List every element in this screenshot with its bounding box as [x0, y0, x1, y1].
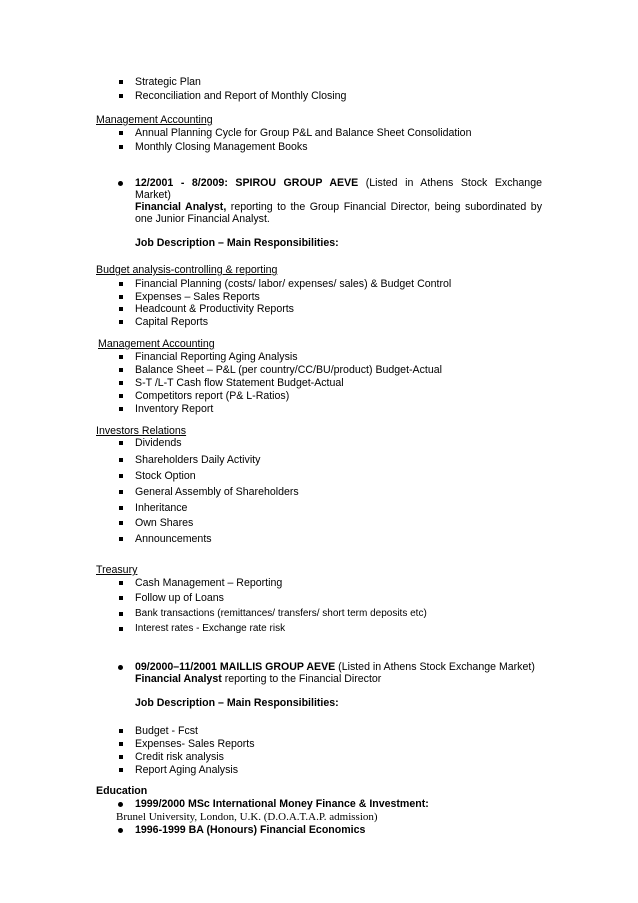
degree: 1996-1999 BA (Honours) Financial Economics — [135, 824, 366, 836]
list-item: Budget - Fcst — [135, 725, 198, 737]
square-bullet-icon — [119, 537, 123, 541]
square-bullet-icon — [119, 612, 123, 616]
section-heading-investors: Investors Relations — [96, 425, 187, 437]
list-item: Monthly Closing Management Books — [135, 141, 308, 153]
section-heading-budget: Budget analysis-controlling & reporting — [96, 264, 278, 276]
round-bullet-icon — [118, 828, 123, 833]
job-entry-line — [135, 661, 535, 673]
square-bullet-icon — [119, 80, 123, 84]
job-title: Financial Analyst — [135, 673, 222, 685]
list-item: Strategic Plan — [135, 76, 201, 88]
job-role-line — [135, 673, 381, 685]
section-heading-management-accounting-2: Management Accounting — [98, 338, 215, 350]
list-item: Financial Planning (costs/ labor/ expenses/ sales) & Budget Control — [135, 278, 452, 290]
square-bullet-icon — [119, 768, 123, 772]
job-period-employer: 12/2001 - 8/2009: SPIROU GROUP AEVE — [135, 177, 359, 189]
job-description-cont: one Junior Financial Analyst. — [135, 213, 270, 225]
list-item: Stock Option — [135, 470, 196, 482]
job-listing: (Listed in Athens Stock Exchange — [365, 177, 542, 189]
job-listing-cont: Market) — [135, 189, 171, 201]
square-bullet-icon — [119, 94, 123, 98]
section-heading-management-accounting: Management Accounting — [96, 114, 213, 126]
list-item: Shareholders Daily Activity — [135, 454, 261, 466]
square-bullet-icon — [119, 307, 123, 311]
square-bullet-icon — [119, 131, 123, 135]
list-item: Financial Reporting Aging Analysis — [135, 351, 298, 363]
square-bullet-icon — [119, 521, 123, 525]
square-bullet-icon — [119, 627, 123, 631]
square-bullet-icon — [119, 368, 123, 372]
square-bullet-icon — [119, 742, 123, 746]
square-bullet-icon — [119, 596, 123, 600]
square-bullet-icon — [119, 506, 123, 510]
list-item: Annual Planning Cycle for Group P&L and Balance Sheet Consolidation — [135, 127, 472, 139]
list-item: Interest rates - Exchange rate risk — [135, 623, 286, 634]
list-item: Expenses- Sales Reports — [135, 738, 255, 750]
square-bullet-icon — [119, 474, 123, 478]
job-description: reporting to the Group Financial Director, being subordinated by — [230, 201, 542, 213]
square-bullet-icon — [119, 441, 123, 445]
list-item: Cash Management – Reporting — [135, 577, 283, 589]
job-listing: (Listed in Athens Stock Exchange Market) — [338, 661, 535, 673]
square-bullet-icon — [119, 282, 123, 286]
list-item: Inventory Report — [135, 403, 214, 415]
list-item: Dividends — [135, 437, 182, 449]
list-item: Credit risk analysis — [135, 751, 224, 763]
job-description-heading: Job Description – Main Responsibilities: — [135, 237, 339, 249]
school: Brunel University, London, U.K. (D.O.A.T.A.P. admission) — [116, 811, 378, 823]
list-item: Follow up of Loans — [135, 592, 224, 604]
job-role-line — [135, 201, 542, 213]
list-item: General Assembly of Shareholders — [135, 486, 299, 498]
job-description-heading: Job Description – Main Responsibilities: — [135, 697, 339, 709]
job-description: reporting to the Financial Director — [224, 673, 382, 685]
square-bullet-icon — [119, 581, 123, 585]
square-bullet-icon — [119, 729, 123, 733]
list-item: Own Shares — [135, 517, 194, 529]
round-bullet-icon — [118, 665, 123, 670]
round-bullet-icon — [118, 802, 123, 807]
section-heading-treasury: Treasury — [96, 564, 138, 576]
square-bullet-icon — [119, 394, 123, 398]
list-item: Announcements — [135, 533, 212, 545]
square-bullet-icon — [119, 755, 123, 759]
job-period-employer: 09/2000–11/2001 MAILLIS GROUP AEVE — [135, 661, 336, 673]
list-item: Headcount & Productivity Reports — [135, 303, 294, 315]
list-item: Bank transactions (remittances/ transfers/ short term deposits etc) — [135, 608, 427, 619]
job-title: Financial Analyst, — [135, 201, 227, 213]
square-bullet-icon — [119, 295, 123, 299]
square-bullet-icon — [119, 381, 123, 385]
list-item: Expenses – Sales Reports — [135, 291, 260, 303]
square-bullet-icon — [119, 320, 123, 324]
list-item: Report Aging Analysis — [135, 764, 239, 776]
square-bullet-icon — [119, 355, 123, 359]
square-bullet-icon — [119, 458, 123, 462]
square-bullet-icon — [119, 407, 123, 411]
list-item: S-T /L-T Cash flow Statement Budget-Actual — [135, 377, 344, 389]
round-bullet-icon — [118, 181, 123, 186]
list-item: Balance Sheet – P&L (per country/CC/BU/product) Budget-Actual — [135, 364, 442, 376]
degree: 1999/2000 MSc International Money Finance & Investment: — [135, 798, 429, 810]
list-item: Inheritance — [135, 502, 188, 514]
section-heading-education: Education — [96, 785, 148, 797]
square-bullet-icon — [119, 490, 123, 494]
list-item: Reconciliation and Report of Monthly Closing — [135, 90, 347, 102]
list-item: Capital Reports — [135, 316, 209, 328]
list-item: Competitors report (P& L-Ratios) — [135, 390, 290, 402]
job-entry-line — [135, 177, 542, 189]
square-bullet-icon — [119, 145, 123, 149]
